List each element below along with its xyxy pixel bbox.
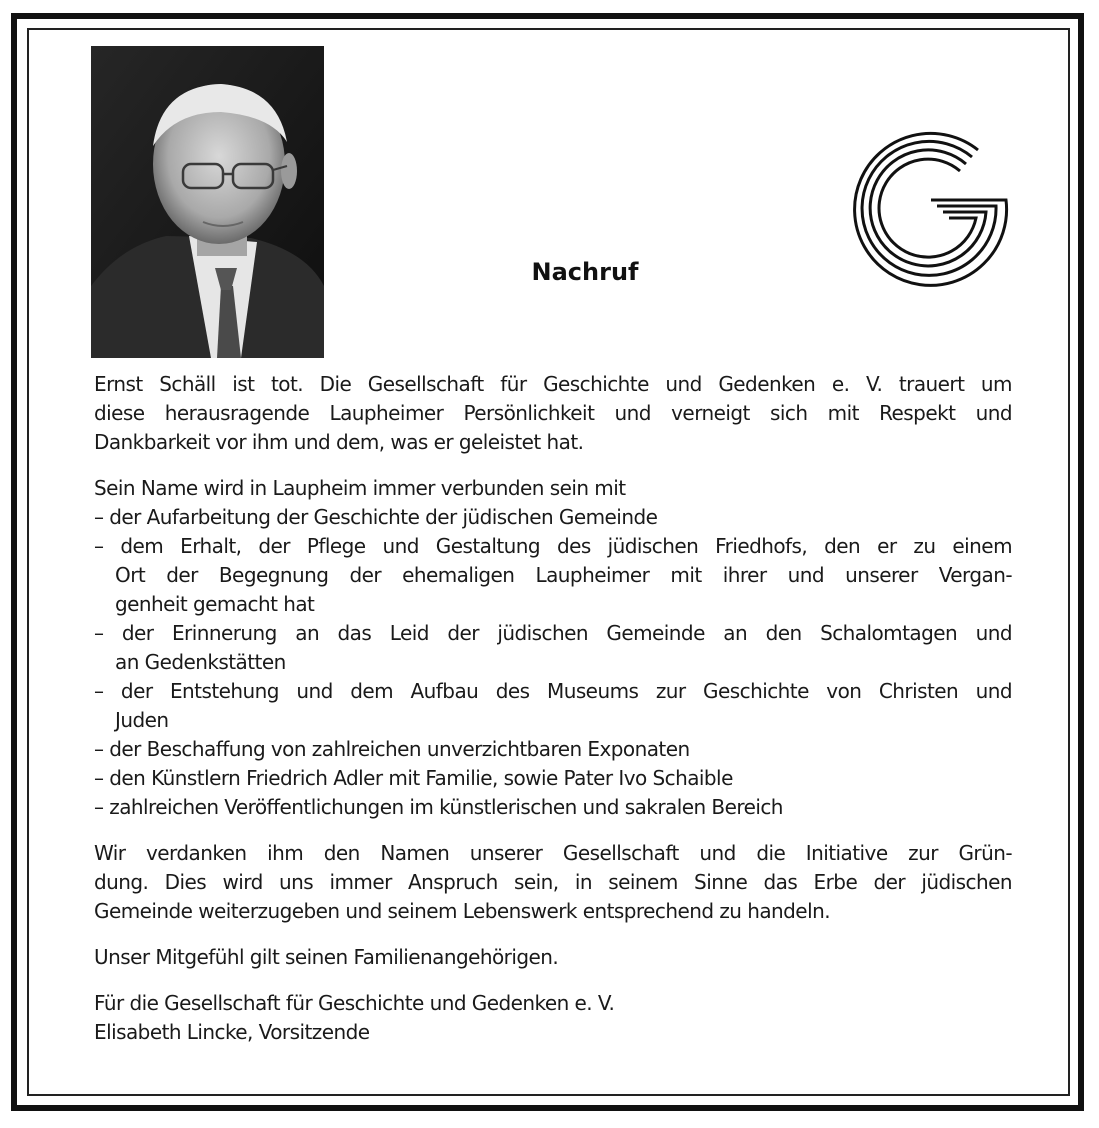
sympathy-line: Unser Mitgefühl gilt seinen Familienangehörigen. (94, 945, 559, 969)
closing-line: dung. Dies wird uns immer Anspruch sein, in seinem Sinne das Erbe der jüdischen (94, 870, 1012, 894)
list-item-continuation: an Gedenkstätten (115, 650, 286, 674)
list-item: – der Erinnerung an das Leid der jüdischen Gemeinde an den Schalomtagen und (94, 621, 1012, 645)
intro-line: Dankbarkeit vor ihm und dem, was er geleistet hat. (94, 430, 584, 454)
list-item-continuation: Juden (115, 708, 169, 732)
list-item: – der Entstehung und dem Aufbau des Museums zur Geschichte von Christen und (94, 679, 1012, 703)
list-item: – den Künstlern Friedrich Adler mit Familie, sowie Pater Ivo Schaible (94, 766, 733, 790)
list-item-continuation: genheit gemacht hat (115, 592, 315, 616)
obituary-heading: Nachruf (531, 258, 639, 286)
list-item: – der Aufarbeitung der Geschichte der jüdischen Gemeinde (94, 505, 658, 529)
portrait-photo (91, 46, 324, 358)
closing-line: Wir verdanken ihm den Namen unserer Gesellschaft und die Initiative zur Grün- (94, 841, 1012, 865)
signature-name: Elisabeth Lincke, Vorsitzende (94, 1020, 370, 1044)
list-item: – der Beschaffung von zahlreichen unverzichtbaren Exponaten (94, 737, 690, 761)
closing-line: Gemeinde weiterzugeben und seinem Lebenswerk entsprechend zu handeln. (94, 899, 831, 923)
intro-line: diese herausragende Laupheimer Persönlichkeit und verneigt sich mit Respekt und (94, 401, 1012, 425)
list-item: – dem Erhalt, der Pflege und Gestaltung des jüdischen Friedhofs, den er zu einem (94, 534, 1012, 558)
list-item: – zahlreichen Veröffentlichungen im künstlerischen und sakralen Bereich (94, 795, 783, 819)
list-intro: Sein Name wird in Laupheim immer verbunden sein mit (94, 476, 626, 500)
list-item-continuation: Ort der Begegnung der ehemaligen Laupheimer mit ihrer und unserer Vergan- (115, 563, 1012, 587)
intro-line: Ernst Schäll ist tot. Die Gesellschaft für Geschichte und Gedenken e. V. trauert um (94, 372, 1012, 396)
signature-org: Für die Gesellschaft für Geschichte und Gedenken e. V. (94, 991, 615, 1015)
concentric-g-logo-icon (836, 130, 1012, 290)
obituary-body (94, 370, 1012, 1047)
